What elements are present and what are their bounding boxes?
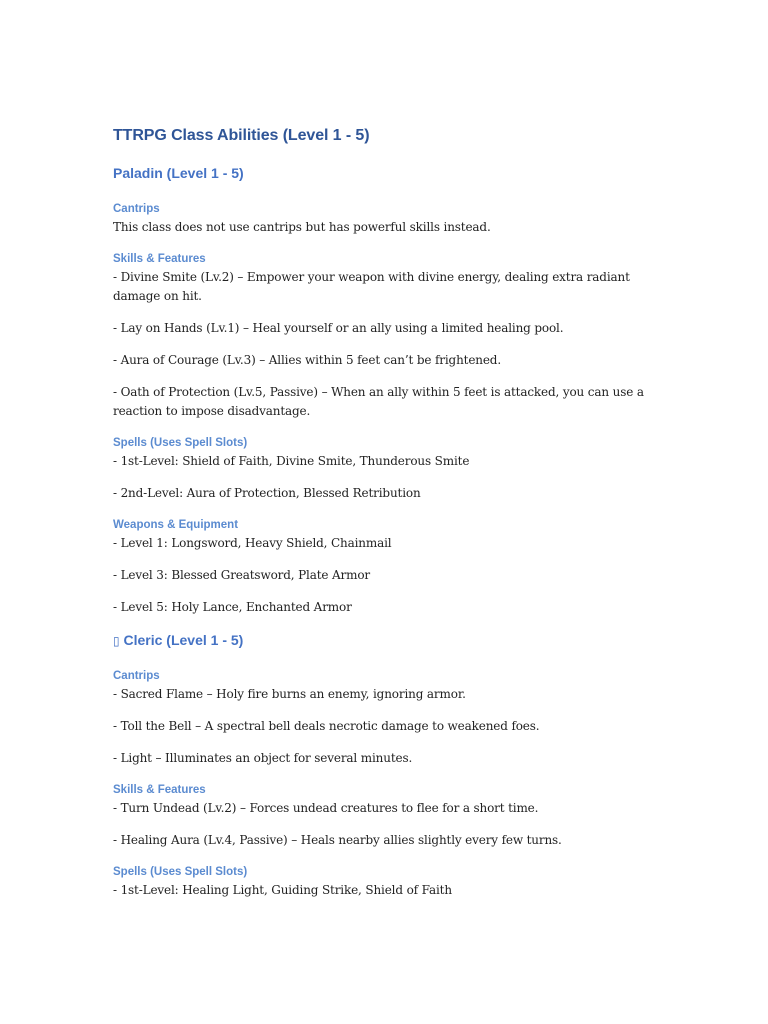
cantrip-note: This class does not use cantrips but has powerful skills instead. [113,220,491,234]
list-item: - Lay on Hands (Lv.1) – Heal yourself or an ally using a limited healing pool. [113,321,564,335]
missing-glyph-icon: ▯ [113,634,120,648]
list-item: - Divine Smite (Lv.2) – Empower your weapon with divine energy, dealing extra radiant damage on hit. [113,270,630,303]
document-title: TTRPG Class Abilities (Level 1 - 5) [113,127,370,144]
section-heading-cantrips: Cantrips [113,670,160,682]
list-item: - Light – Illuminates an object for several minutes. [113,751,413,765]
list-item: - Healing Aura (Lv.4, Passive) – Heals nearby allies slightly every few turns. [113,833,562,847]
class-heading-cleric-label: Cleric (Level 1 - 5) [119,632,244,648]
list-item: - Oath of Protection (Lv.5, Passive) – When an ally within 5 feet is attacked, you can use a reaction to impose disadvantage. [113,385,644,418]
section-heading-spells: Spells (Uses Spell Slots) [113,866,248,878]
list-item: - 1st-Level: Healing Light, Guiding Strike, Shield of Faith [113,883,452,897]
list-item: - Aura of Courage (Lv.3) – Allies within 5 feet can’t be frightened. [113,353,501,367]
list-item: - 2nd-Level: Aura of Protection, Blessed Retribution [113,486,421,500]
list-item: - Level 1: Longsword, Heavy Shield, Chainmail [113,536,392,550]
list-item: - Level 3: Blessed Greatsword, Plate Armor [113,568,370,582]
list-item: - 1st-Level: Shield of Faith, Divine Smite, Thunderous Smite [113,454,470,468]
class-heading-paladin: Paladin (Level 1 - 5) [113,165,244,181]
section-heading-cantrips: Cantrips [113,203,160,215]
section-heading-skills: Skills & Features [113,253,206,265]
list-item: - Sacred Flame – Holy fire burns an enemy, ignoring armor. [113,687,466,701]
section-heading-weapons: Weapons & Equipment [113,519,239,531]
section-heading-spells: Spells (Uses Spell Slots) [113,437,248,449]
list-item: - Level 5: Holy Lance, Enchanted Armor [113,600,352,614]
list-item: - Toll the Bell – A spectral bell deals necrotic damage to weakened foes. [113,719,540,733]
class-heading-cleric [113,629,653,651]
document-page [113,124,653,900]
list-item: - Turn Undead (Lv.2) – Forces undead creatures to flee for a short time. [113,801,539,815]
section-heading-skills: Skills & Features [113,784,206,796]
